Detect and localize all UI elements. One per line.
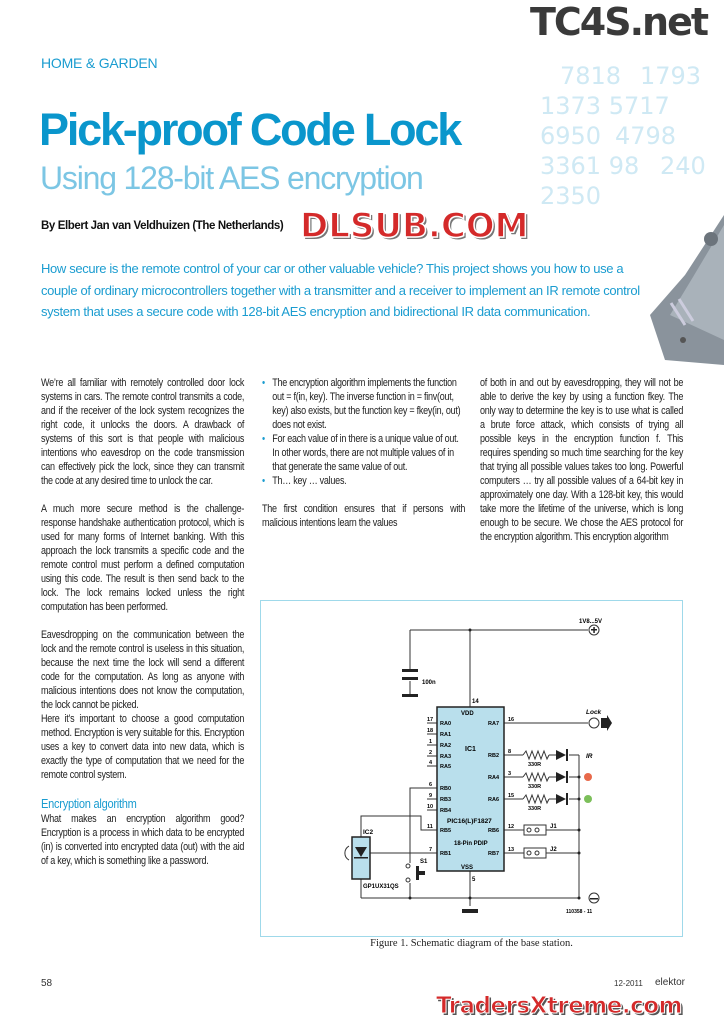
pin-label: VSS [461,865,474,871]
paragraph: We’re all familiar with remotely controlled door lock systems in cars. The remote control transmits a code, and if the receiver of the lock system recognizes the right code, it unlocks the doors. A drawback of systems of this sort is that people with malicious intentions who eavesdrop on the code transmission can effectively pick the lock, since they can transmit the code at any desired time to unlock the car. [41,377,245,487]
list-item: • For each value of in there is a unique value of out. In other words, there are not multiple values of in that generate the same value of out. [262,432,465,474]
ic2-label: IC2 [363,829,374,836]
photo-digits: 4798 [615,122,677,150]
svg-text:12: 12 [508,824,515,830]
byline: By Elbert Jan van Veldhuizen (The Netherlands) [41,220,284,232]
figure-caption: Figure 1. Schematic diagram of the base station. [370,938,573,949]
svg-text:9: 9 [429,793,433,799]
photo-digits: 3361 98 [540,152,640,180]
pin-label: VDD [461,711,474,717]
led-indicator-red [584,773,592,781]
issue-date: 12-2011 [614,979,643,988]
svg-text:RB0: RB0 [440,786,452,792]
svg-text:RA2: RA2 [440,743,452,749]
svg-text:1: 1 [429,739,433,745]
jumper-label: J1 [550,824,557,830]
svg-text:RB2: RB2 [488,753,500,759]
column-2 [262,376,465,544]
column-1 [41,376,244,882]
paragraph: A much more secure method is the challenge-response handshake authentication protocol, which is used for many forms of Internet banking. With this approach the lock transmits a specific code and the remote control must perform a defined computation using this code. The result is then send back to the lock. The lock remains locked unless the right computation has been performed. [41,503,245,613]
svg-text:RA3: RA3 [440,754,452,760]
svg-text:RA4: RA4 [488,775,500,781]
photo-digits: 7818 [560,62,622,90]
svg-text:RA7: RA7 [488,721,500,727]
svg-text:4: 4 [429,760,433,766]
schematic-diagram [261,601,684,938]
svg-text:6: 6 [429,782,433,788]
page-title: Pick-proof Code Lock [39,104,461,155]
svg-text:330R: 330R [528,784,542,790]
photo-digits: 1793 [640,62,702,90]
svg-text:RB7: RB7 [488,851,500,857]
svg-text:RB5: RB5 [440,828,452,834]
svg-text:330R: 330R [528,806,542,812]
paragraph: of both in and out by eavesdropping, they will not be able to derive the key by using a function fkey. The only way to determine the key is to use what is called a brute force attack, which consists of trying all possible keys in the encryption function f. This requires spending so much time searching for the key that trying all possible values takes too long. Powerful computers … try all possible values of a 64-bit key in approximately one day. With a 128-bit key, this would take more the lifetime of the universe, which is long enough to be secure. We chose the AES protocol for the encryption algorithm. This encryption algorithm [480,377,684,543]
lock-label: Lock [586,709,602,716]
svg-text:16: 16 [508,717,515,723]
svg-text:7: 7 [429,847,433,853]
ic1-package: 18-Pin PDIP [454,841,488,847]
page-subtitle: Using 128-bit AES encryption [40,160,423,196]
photo-digits: 1373 5717 [540,92,670,120]
svg-text:3: 3 [508,771,512,777]
svg-text:RA0: RA0 [440,721,452,727]
svg-text:RA6: RA6 [488,797,500,803]
watermark-tradersxtreme: TradersXtreme.com [436,993,682,1019]
photo-digits: 6950 [540,122,602,150]
svg-text:18: 18 [427,728,434,734]
column-3 [480,376,683,558]
paragraph: Eavesdropping on the communication between the lock and the remote control is useless in this situation, because the next time the lock will send a different code for the computation. As long as anyone with malicious intentions does not know the computation, the lock cannot be picked. [41,629,245,711]
magazine-name: elektor [655,977,686,988]
watermark-tc4s: TC4S.net [530,0,708,44]
svg-text:RA1: RA1 [440,732,452,738]
switch-label: S1 [420,859,428,865]
ic1-part: PIC16(L)F1827 [447,818,492,825]
watermark-dlsub: DLSUB.COM [300,206,529,246]
svg-text:RA5: RA5 [440,764,452,770]
ir-label: IR [586,753,593,760]
paragraph: Here it’s important to choose a good computation method. Encryption is very suitable for this. Encryption uses a key to convert data into new data, which is exactly the type of computation that we need for the remote control system. [41,713,245,781]
bullet-list [262,376,465,488]
svg-text:RB1: RB1 [440,851,452,857]
page-number: 58 [41,978,53,989]
svg-text:RB3: RB3 [440,797,452,803]
ic2-part: GP1UX31QS [363,884,399,890]
svg-text:15: 15 [508,793,515,799]
svg-text:13: 13 [508,847,515,853]
schematic-figure [260,600,683,937]
capacitor-label: 100n [422,680,436,686]
photo-digits: 240 [660,152,706,180]
intro-paragraph: How secure is the remote control of your car or other valuable vehicle? This project shows you how to use a couple of ordinary microcontrollers together with a transmitter and a receiver to implement an IR remote control system that uses a secure code with 128-bit AES encryption and bidirectional IR data communication. [41,261,640,320]
svg-text:2: 2 [429,750,433,756]
jumper-label: J2 [550,847,557,853]
list-item: • The encryption algorithm implements the function out = f(in, key). The inverse function in = finv(out, key) also exists, but the function key = fkey(in, out) does not exist. [262,376,465,432]
section-label: HOME & GARDEN [41,55,158,71]
pin-number: 14 [472,699,479,705]
paragraph: What makes an encryption algorithm good? Encryption is a process in which data to be encrypted (in) is converted into encrypted data (out) with the aid of a key, which is something like a password. [41,813,245,867]
svg-text:RB4: RB4 [440,808,452,814]
schematic-marks [402,627,612,913]
list-item: • Th… key … values. [262,474,465,488]
svg-text:8: 8 [508,749,512,755]
svg-text:RB6: RB6 [488,828,500,834]
photo-digits: 2350 [540,182,602,210]
svg-text:17: 17 [427,717,434,723]
ic1-label: IC1 [465,746,476,753]
remote-device-image [645,215,724,365]
paragraph: The first condition ensures that if persons with malicious intentions learn the values [262,503,466,529]
section-heading: Encryption algorithm [41,796,137,811]
supply-label: 1V8...5V [579,619,603,625]
pin-number: 5 [472,877,476,883]
led-indicator-green [584,795,592,803]
svg-text:10: 10 [427,804,434,810]
svg-text:11: 11 [427,824,433,830]
figure-code: 110358 - 11 [566,909,593,915]
svg-text:330R: 330R [528,762,542,768]
